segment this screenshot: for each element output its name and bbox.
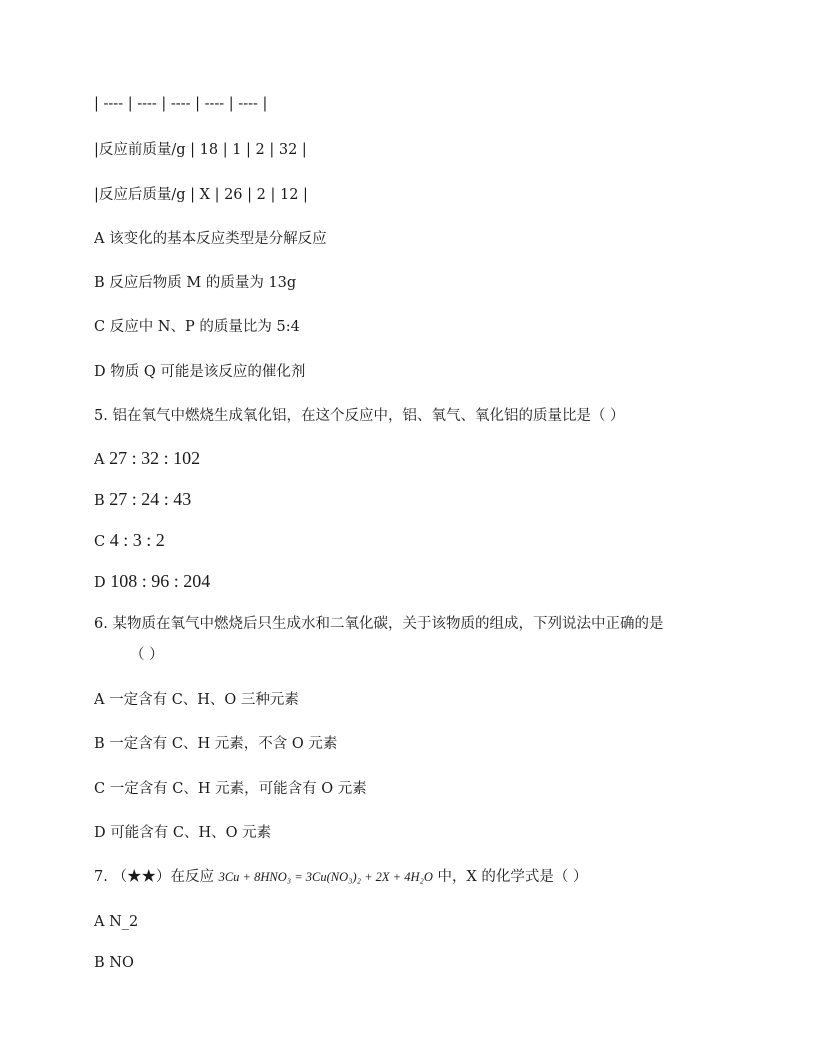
ratio-value: 4 : 3 : 2: [109, 530, 165, 550]
q7-prefix: 7. （★★）在反应: [94, 869, 214, 885]
ratio-value: 108 : 96 : 204: [110, 571, 211, 591]
q7-stem: [94, 867, 588, 887]
q4-option-c: C 反应中 N、P 的质量比为 5:4: [94, 319, 300, 335]
q4-option-a: A 该变化的基本反应类型是分解反应: [94, 231, 327, 247]
option-letter: D: [94, 575, 106, 591]
q6-option-b: B 一定含有 C、H 元素，不含 O 元素: [94, 736, 338, 752]
option-letter: A: [94, 452, 105, 468]
q6-option-a: A 一定含有 C、H、O 三种元素: [94, 692, 299, 708]
q6-option-d: D 可能含有 C、H、O 元素: [94, 825, 272, 841]
table-row-after: |反应后质量/g | X | 26 | 2 | 12 |: [94, 187, 308, 203]
q4-option-d: D 物质 Q 可能是该反应的催化剂: [94, 364, 306, 380]
q6-stem-continuation: （ ）: [130, 647, 164, 663]
table-separator-row: | ---- | ---- | ---- | ---- | ---- |: [94, 96, 268, 112]
q6-option-c: C 一定含有 C、H 元素，可能含有 O 元素: [94, 781, 367, 797]
option-letter: B: [94, 493, 105, 509]
q7-option-a: A N_2: [94, 914, 139, 930]
q5-stem: 5. 铝在氧气中燃烧生成氧化铝，在这个反应中，铝、氧气、氧化铝的质量比是（ ）: [94, 408, 625, 424]
ratio-value: 27 : 32 : 102: [109, 448, 201, 468]
q5-option-d: [94, 571, 210, 593]
q6-stem: 6. 某物质在氧气中燃烧后只生成水和二氧化碳，关于该物质的组成，下列说法中正确的是: [94, 616, 664, 632]
q5-option-c: [94, 530, 165, 552]
table-row-before: |反应前质量/g | 18 | 1 | 2 | 32 |: [94, 142, 307, 158]
chemical-equation: 3Cu + 8HNO₃ = 3Cu(NO₃)₂ + 2X + 4H₂O: [218, 870, 433, 884]
q7-suffix: 中，X 的化学式是（ ）: [437, 869, 588, 885]
ratio-value: 27 : 24 : 43: [109, 489, 192, 509]
q4-option-b: B 反应后物质 M 的质量为 13g: [94, 275, 297, 291]
q7-option-b: B NO: [94, 955, 134, 971]
option-letter: C: [94, 534, 106, 550]
q5-option-a: [94, 448, 200, 470]
q5-option-b: [94, 489, 191, 511]
